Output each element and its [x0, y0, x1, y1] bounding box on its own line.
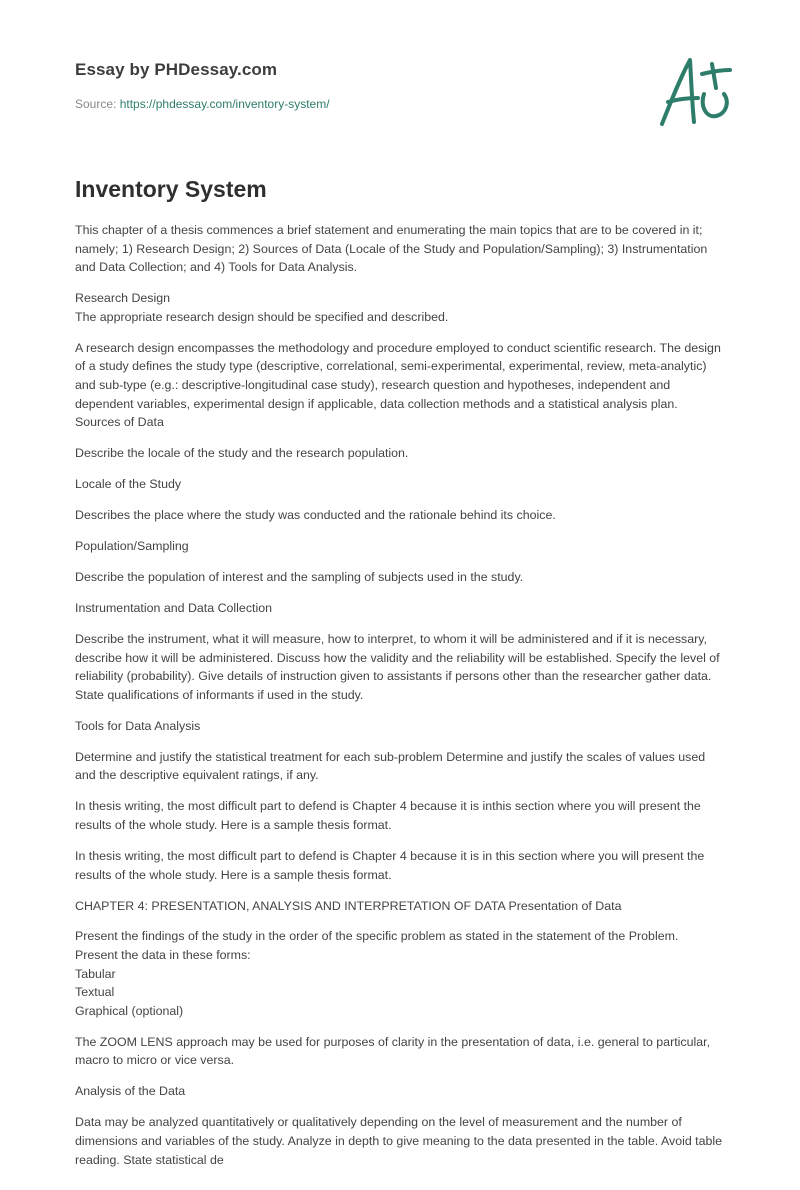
essay-paragraph	[75, 717, 725, 736]
site-title: Essay by PHDessay.com	[75, 60, 278, 79]
essay-paragraph	[75, 289, 725, 326]
essay-paragraph	[75, 847, 725, 884]
paragraph-line: Analysis of the Data	[75, 1084, 186, 1099]
paragraph-line: Describe the population of interest and the sampling of subjects used in the study.	[75, 570, 524, 585]
essay-title: Inventory System	[75, 176, 267, 202]
paragraph-line: CHAPTER 4: PRESENTATION, ANALYSIS AND INTERPRETATION OF DATA Presentation of Data	[75, 898, 622, 913]
essay-paragraph	[75, 599, 725, 618]
paragraph-line: The appropriate research design should be specified and described.	[75, 309, 449, 324]
paragraph-line: Instrumentation and Data Collection	[75, 601, 272, 616]
source-label: Source:	[75, 97, 120, 111]
essay-paragraph	[75, 797, 725, 834]
essay-paragraph	[75, 1033, 725, 1070]
paragraph-line: Textual	[75, 985, 115, 1000]
paragraph-line: Tabular	[75, 966, 116, 981]
paragraph-line: Present the findings of the study in the order of the specific problem as stated in the statement of the Problem.	[75, 929, 679, 944]
paragraph-line: The ZOOM LENS approach may be used for purposes of clarity in the presentation of data, i.e. general to particular, macro to micro or vice versa.	[75, 1034, 711, 1068]
essay-paragraph	[75, 1113, 725, 1169]
essay-body	[75, 221, 725, 1182]
essay-paragraph	[75, 630, 725, 704]
paragraph-line: Describe the locale of the study and the research population.	[75, 446, 409, 461]
paragraph-line: In thesis writing, the most difficult part to defend is Chapter 4 because it is inthis section where you will present the results of the whole study. Here is a sample thesis format.	[75, 799, 701, 832]
paragraph-line: Determine and justify the statistical treatment for each sub-problem Determine and justify the scales of values used and the descriptive equivalent ratings, if any.	[75, 749, 706, 783]
essay-paragraph	[75, 927, 725, 1020]
paragraph-line: Population/Sampling	[75, 539, 189, 554]
essay-paragraph	[75, 221, 725, 277]
essay-paragraph	[75, 475, 725, 494]
paragraph-line: A research design encompasses the methodology and procedure employed to conduct scientific research. The design of a study defines the study type (descriptive, correlational, semi-experimental, experimental, review, meta-analytic) and sub-type (e.g.: descriptive-longitudinal case study), research question and hypotheses, independent and dependent variables, experimental design if applicable, data collection methods and a statistical analysis plan. Sources of Data	[75, 340, 721, 430]
essay-paragraph	[75, 568, 725, 587]
source-line	[75, 97, 330, 111]
paragraph-line: Tools for Data Analysis	[75, 718, 201, 733]
a-plus-logo-icon	[654, 54, 736, 130]
essay-paragraph	[75, 537, 725, 556]
paragraph-line: Locale of the Study	[75, 477, 182, 492]
essay-paragraph	[75, 748, 725, 785]
paragraph-line: Research Design	[75, 291, 171, 306]
essay-paragraph	[75, 444, 725, 463]
paragraph-line: Graphical (optional)	[75, 1003, 184, 1018]
paragraph-line: Describes the place where the study was conducted and the rationale behind its choice.	[75, 508, 556, 523]
paragraph-line: Describe the instrument, what it will measure, how to interpret, to whom it will be administered and if it is necessary, describe how it will be administered. Discuss how the validity and the reliability will be established. Specify the level of reliability (probability). Give details of instruction given to assistants if persons other than the researcher gather data. State qualifications of informants if used in the study.	[75, 632, 720, 702]
paragraph-line: Data may be analyzed quantitatively or qualitatively depending on the level of measurement and the number of dimensions and variables of the study. Analyze in depth to give meaning to the data presented in the table. Avoid table reading. State statistical de	[75, 1115, 723, 1167]
essay-paragraph	[75, 897, 725, 916]
paragraph-line: In thesis writing, the most difficult part to defend is Chapter 4 because it is in this section where you will present the results of the whole study. Here is a sample thesis format.	[75, 848, 705, 882]
paragraph-line: Present the data in these forms:	[75, 948, 251, 963]
essay-paragraph	[75, 1082, 725, 1101]
essay-paragraph	[75, 506, 725, 525]
document-header	[75, 60, 740, 140]
paragraph-line: This chapter of a thesis commences a brief statement and enumerating the main topics that are to be covered in it; namely; 1) Research Design; 2) Sources of Data (Locale of the Study and Population/Sampling); 3) Instrumentation and Data Collection; and 4) Tools for Data Analysis.	[75, 223, 708, 275]
source-link[interactable]: https://phdessay.com/inventory-system/	[119, 97, 330, 111]
essay-paragraph	[75, 339, 725, 432]
